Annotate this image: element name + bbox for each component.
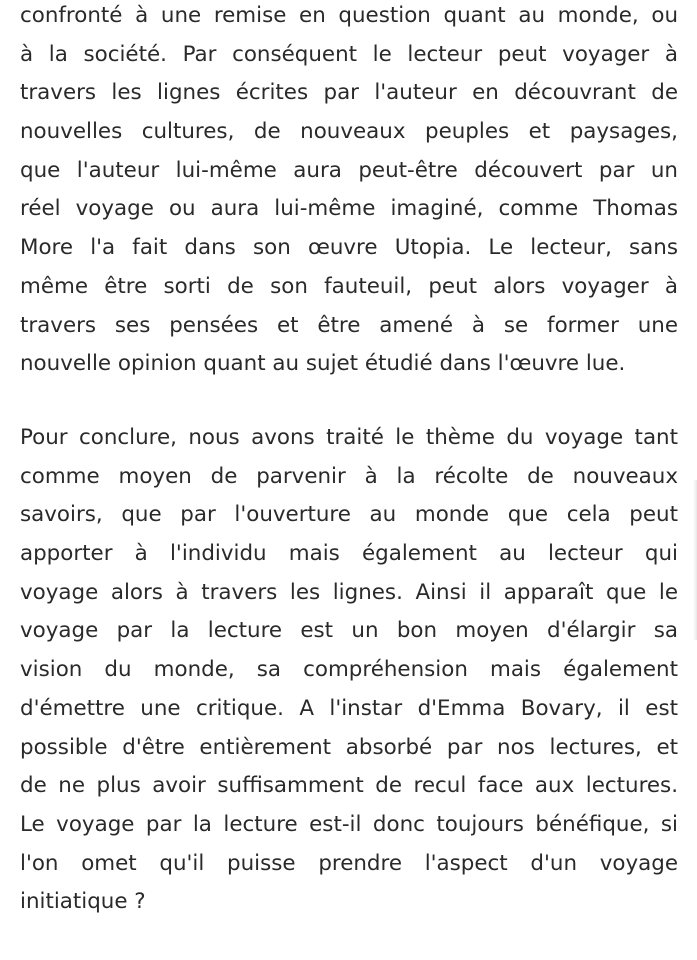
text-line: possible d'être entièrement absorbé par nos lectures, et [20, 734, 678, 760]
text-line: même être sorti de son fauteuil, peut alors voyager à [20, 273, 678, 299]
text-line: confronté à une remise en question quant au monde, ou [20, 3, 678, 28]
text-line: voyage alors à travers les lignes. Ainsi il apparaît que le [20, 579, 678, 605]
text-line: travers ses pensées et être amené à se former une [20, 312, 678, 338]
text-line: nouvelle opinion quant au sujet étudié dans l'œuvre lue. [20, 351, 626, 377]
text-line: Pour conclure, nous avons traité le thème du voyage tant [20, 425, 678, 450]
paragraph-1 [20, 0, 678, 384]
text-line: voyage par la lecture est un bon moyen d'élargir sa [20, 618, 678, 644]
text-line: initiatique ? [20, 889, 146, 915]
text-line: nouvelles cultures, de nouveaux peuples et paysages, [20, 119, 678, 145]
text-line: comme moyen de parvenir à la récolte de nouveaux [20, 463, 678, 489]
text-line: d'émettre une critique. A l'instar d'Emma Bovary, il est [20, 695, 678, 721]
text-line: de ne plus avoir suffisamment de recul face aux lectures. [20, 773, 678, 799]
text-line: que l'auteur lui-même aura peut-être découvert par un [20, 157, 678, 183]
text-line: vision du monde, sa compréhension mais également [20, 657, 678, 683]
page-edge-shadow [693, 480, 697, 640]
text-line: réel voyage ou aura lui-même imaginé, comme Thomas [20, 196, 678, 222]
text-line: à la société. Par conséquent le lecteur peut voyager à [20, 41, 678, 67]
text-line: More l'a fait dans son œuvre Utopia. Le lecteur, sans [20, 235, 678, 261]
text-line: Le voyage par la lecture est-il donc toujours bénéfique, si [20, 811, 678, 837]
text-line: l'on omet qu'il puisse prendre l'aspect d'un voyage [20, 850, 678, 876]
text-line: apporter à l'individu mais également au lecteur qui [20, 541, 678, 567]
text-line: travers les lignes écrites par l'auteur en découvrant de [20, 80, 678, 106]
paragraph-2 [20, 419, 678, 922]
text-line: savoirs, que par l'ouverture au monde que cela peut [20, 502, 678, 528]
